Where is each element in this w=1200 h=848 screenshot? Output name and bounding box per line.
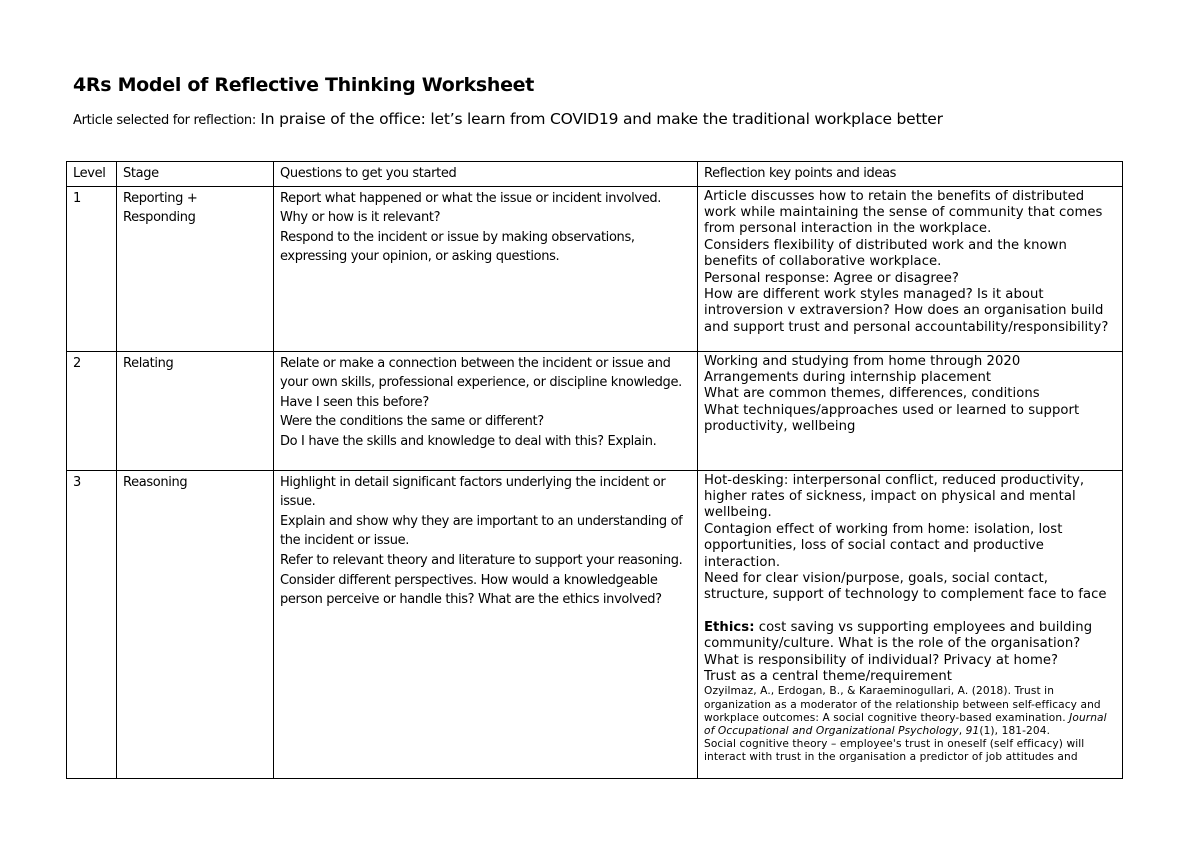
row-questions — [274, 186, 698, 351]
reflection-line: Personal response: Agree or disagree? — [704, 270, 959, 286]
spacer — [704, 604, 1116, 620]
article-title: In praise of the office: let’s learn from COVID19 and make the traditional workplace better — [260, 110, 943, 128]
reflection-line: Hot-desking: interpersonal conflict, reduced productivity, higher rates of sickness, impact on physical and mental wellbeing. — [704, 472, 1085, 521]
question-line: Explain and show why they are important to an understanding of the incident or issue. — [280, 513, 683, 549]
ethics-label: Ethics: — [704, 619, 755, 635]
row-reflection — [698, 470, 1123, 778]
reflection-line: What techniques/approaches used or learned to support productivity, wellbeing — [704, 402, 1080, 435]
reflection-line: What is responsibility of individual? Privacy at home? — [704, 652, 1059, 668]
reflection-line: Trust as a central theme/requirement — [704, 669, 953, 685]
citation-note: Social cognitive theory – employee's trust in oneself (self efficacy) will interact with trust in the organisation a predictor of job attitudes and — [704, 738, 1085, 764]
question-line: Do I have the skills and knowledge to deal with this? Explain. — [280, 433, 657, 449]
header-questions: Questions to get you started — [274, 162, 698, 187]
reflection-line: Considers flexibility of distributed work and the known benefits of collaborative workplace. — [704, 237, 1067, 270]
question-line: Respond to the incident or issue by making observations, expressing your opinion, or asking questions. — [280, 229, 635, 265]
question-line: Refer to relevant theory and literature to support your reasoning. — [280, 552, 683, 568]
row-reflection — [698, 351, 1123, 470]
row-level: 2 — [67, 351, 117, 470]
row-level: 1 — [67, 186, 117, 351]
table-row — [67, 351, 1123, 470]
reflection-line: Arrangements during internship placement — [704, 370, 992, 385]
question-line: Highlight in detail significant factors underlying the incident or issue. — [280, 474, 666, 510]
header-stage: Stage — [117, 162, 274, 187]
question-line: Why or how is it relevant? — [280, 210, 441, 226]
reflection-line: Article discusses how to retain the benefits of distributed work while maintaining the sense of community that comes from personal interaction in the workplace. — [704, 188, 1103, 237]
row-level: 3 — [67, 470, 117, 778]
table-row — [67, 186, 1123, 351]
reflection-line: How are different work styles managed? Is it about introversion v extraversion? How does an organisation build and support trust and personal accountability/responsibility? — [704, 287, 1109, 335]
page-title: 4Rs Model of Reflective Thinking Worksheet — [73, 74, 535, 96]
row-questions — [274, 351, 698, 470]
citation-volume: 91 — [965, 725, 980, 738]
reflection-table — [66, 161, 1123, 779]
reflection-line: Contagion effect of working from home: isolation, lost opportunities, loss of social contact and productive interaction. — [704, 521, 1063, 570]
citation-journal: Journal of Occupational and Organizational Psychology — [704, 711, 1107, 738]
row-stage: Reasoning — [117, 470, 274, 778]
table-header-row — [67, 162, 1123, 187]
reflection-line: What are common themes, differences, conditions — [704, 386, 1040, 402]
table-row — [67, 470, 1123, 778]
header-reflection: Reflection key points and ideas — [698, 162, 1123, 187]
citation-authors: Ozyilmaz, A., Erdogan, B., & Karaeminogullari, A. (2018). Trust in organization as a moderator of the relationship between self-efficacy and workplace outcomes: A social cognitive theory-based examination. — [704, 685, 1101, 724]
question-line: Relate or make a connection between the incident or issue and your own skills, professional experience, or discipline knowledge. — [280, 355, 682, 391]
ethics-paragraph — [704, 620, 1116, 653]
reflection-line: Need for clear vision/purpose, goals, social contact, structure, support of technology to complement face to face — [704, 571, 1107, 603]
reflection-line: Working and studying from home through 2020 — [704, 353, 1021, 369]
row-stage: Reporting + Responding — [117, 186, 274, 351]
article-label: Article selected for reflection: — [73, 113, 256, 128]
question-line: Consider different perspectives. How would a knowledgeable person perceive or handle this? What are the ethics involved? — [280, 572, 662, 608]
question-line: Were the conditions the same or different? — [280, 414, 544, 430]
article-line — [73, 110, 943, 129]
ethics-text: cost saving vs supporting employees and building community/culture. What is the role of the organisation? — [704, 619, 1093, 652]
header-level: Level — [67, 162, 117, 187]
citation-pages: (1), 181-204. — [979, 725, 1051, 738]
question-line: Have I seen this before? — [280, 394, 429, 410]
citation: Ozyilmaz, A., Erdogan, B., & Karaeminogullari, A. (2018). Trust in organization as a moderator of the relationship between self-efficacy and workplace outcomes: A social cognitive theory-based examination. Journal of Occupational and Organizational Psychology, 91(1), 181-204. — [704, 685, 1107, 738]
row-stage: Relating — [117, 351, 274, 470]
row-questions — [274, 470, 698, 778]
row-reflection — [698, 186, 1123, 351]
question-line: Report what happened or what the issue or incident involved. — [280, 190, 662, 206]
